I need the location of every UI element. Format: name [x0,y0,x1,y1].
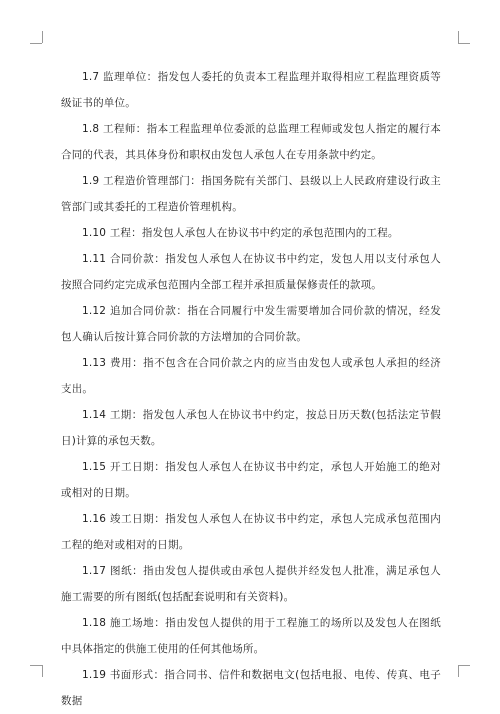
crop-mark-bottom-left-horizontal [30,665,42,666]
clause-1-9: 1.9 工程造价管理部门：指国务院有关部门、县级以上人民政府建设行政主管部门或其委托的工程造价管理机构。 [61,175,441,213]
clause-1-16: 1.16 竣工日期：指发包人承包人在协议书中约定，承包人完成承包范围内工程的绝对或相对的日期。 [61,513,441,551]
crop-mark-top-right-vertical [458,31,459,43]
clause-1-8: 1.8 工程师：指本工程监理单位委派的总监理工程师或发包人指定的履行本合同的代表，其具体身份和职权由发包人承包人在专用条款中约定。 [61,123,441,161]
clause-1-7: 1.7 监理单位：指发包人委托的负责本工程监理并取得相应工程监理资质等级证书的单位。 [61,71,441,109]
clause-1-17: 1.17 图纸：指由发包人提供或由承包人提供并经发包人批准，满足承包人施工需要的所有图纸(包括配套说明和有关资料)。 [61,565,441,603]
crop-mark-top-right-horizontal [458,43,470,44]
crop-mark-bottom-right-horizontal [458,665,470,666]
clause-1-19: 1.19 书面形式：指合同书、信件和数据电文(包括电报、电传、传真、电子数据 [61,669,441,707]
document-body [61,64,441,714]
crop-mark-top-left-vertical [42,31,43,43]
clause-1-14: 1.14 工期：指发包人承包人在协议书中约定，按总日历天数(包括法定节假日)计算的承包天数。 [61,409,441,447]
clause-1-15: 1.15 开工日期：指发包人承包人在协议书中约定，承包人开始施工的绝对或相对的日期。 [61,461,441,499]
crop-mark-top-left-horizontal [30,43,42,44]
clause-1-11: 1.11 合同价款：指发包人承包人在协议书中约定，发包人用以支付承包人按照合同约定完成承包范围内全部工程并承担质量保修责任的款项。 [61,253,441,291]
crop-mark-bottom-left-vertical [42,665,43,677]
clause-1-12: 1.12 追加合同价款：指在合同履行中发生需要增加合同价款的情况，经发包人确认后按计算合同价款的方法增加的合同价款。 [61,305,441,343]
clause-1-10: 1.10 工程：指发包人承包人在协议书中约定的承包范围内的工程。 [82,227,399,239]
crop-mark-bottom-right-vertical [458,665,459,677]
clause-1-18: 1.18 施工场地：指由发包人提供的用于工程施工的场所以及发包人在图纸中具体指定的供施工使用的任何其他场所。 [61,617,441,655]
clause-1-13: 1.13 费用：指不包含在合同价款之内的应当由发包人或承包人承担的经济支出。 [61,357,441,395]
